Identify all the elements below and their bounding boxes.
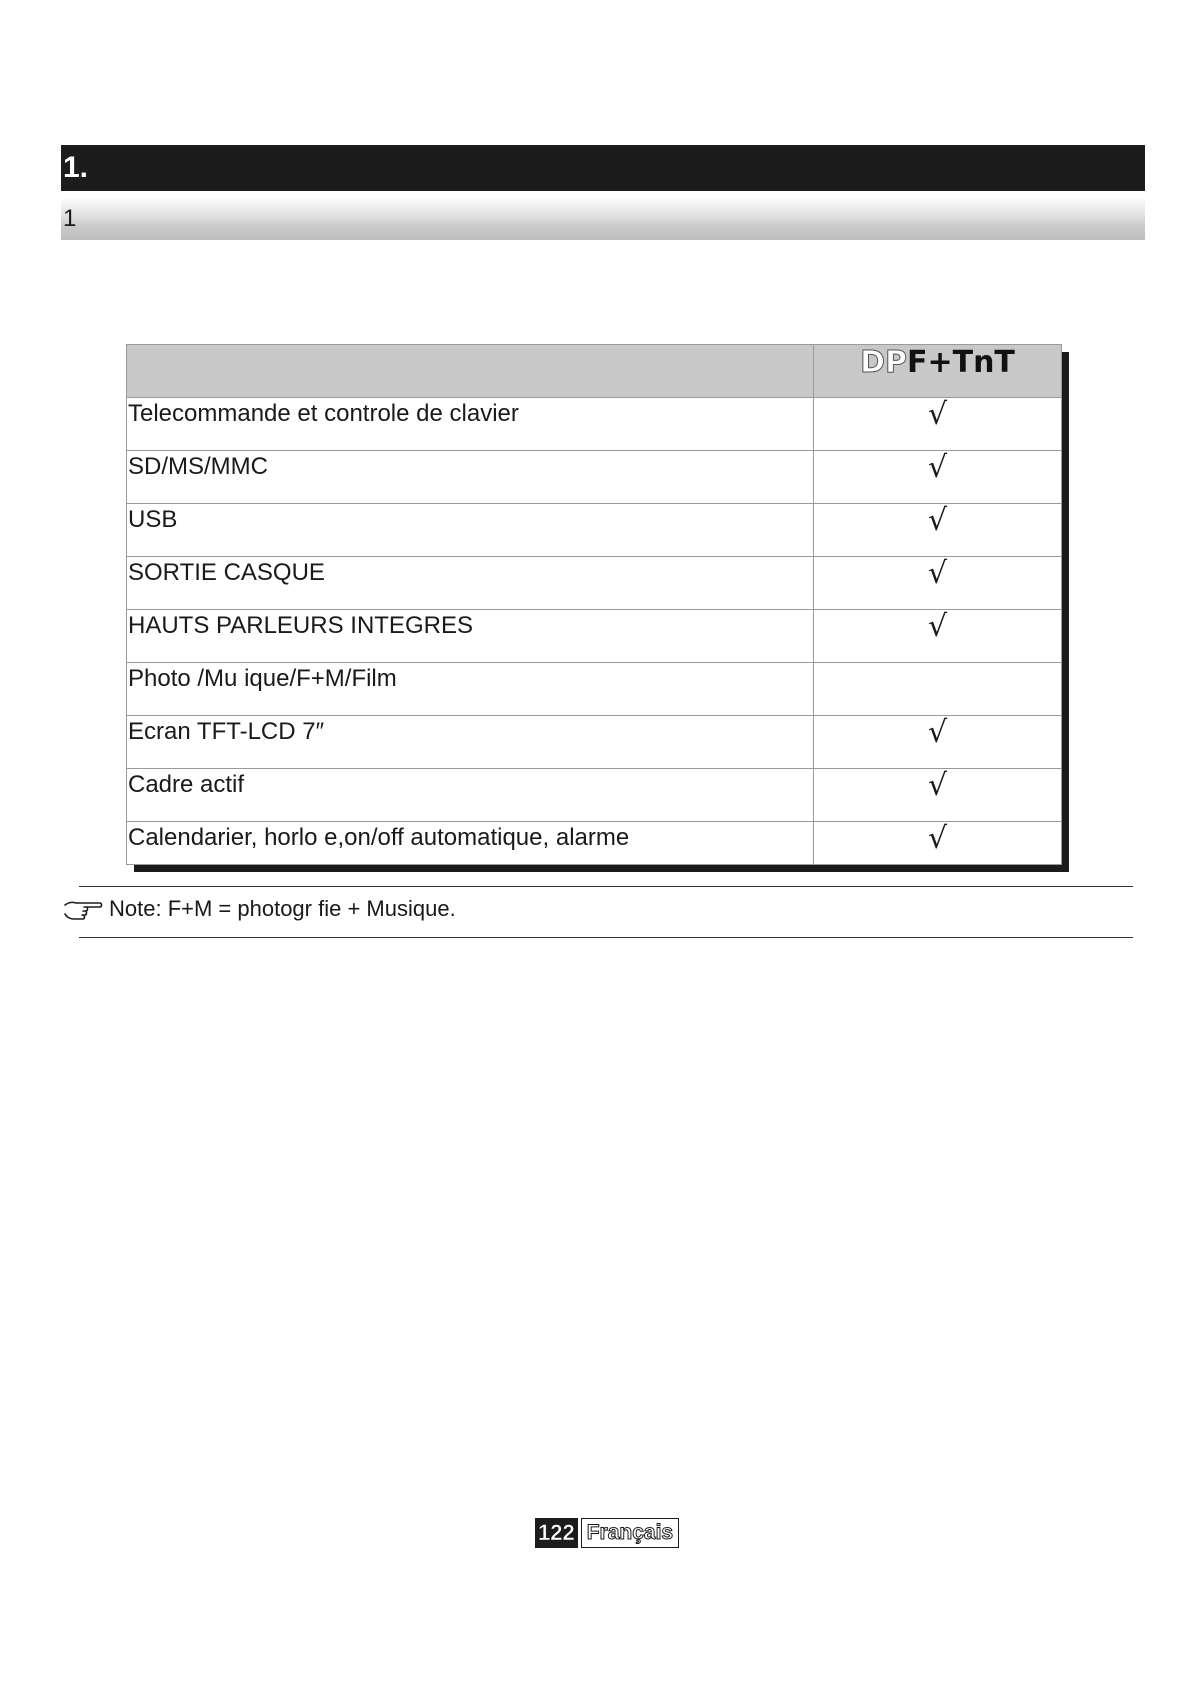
table-row <box>127 451 1062 504</box>
check-mark-icon: √ <box>814 557 1062 610</box>
model-column-header <box>814 345 1062 398</box>
table-row <box>127 822 1062 865</box>
feature-label: Cadre actif <box>127 769 814 822</box>
table-row <box>127 769 1062 822</box>
table-row <box>127 504 1062 557</box>
note <box>63 893 456 925</box>
feature-label: USB <box>127 504 814 557</box>
section-number: 1. <box>63 151 89 184</box>
feature-label: Ecran TFT-LCD 7″ <box>127 716 814 769</box>
model-name-solid: F+TnT <box>906 345 1015 380</box>
features-table-container <box>126 344 1061 864</box>
feature-label: Photo /Mu ique/F+M/Film <box>127 663 814 716</box>
note-text: Note: F+M = photogr fie + Musique. <box>109 896 456 921</box>
table-row <box>127 663 1062 716</box>
feature-label: SORTIE CASQUE <box>127 557 814 610</box>
table-header-row <box>127 345 1062 398</box>
section-heading <box>61 145 1145 191</box>
features-table <box>126 344 1062 865</box>
table-row <box>127 716 1062 769</box>
feature-label: Telecommande et controle de clavier <box>127 398 814 451</box>
feature-label: HAUTS PARLEURS INTEGRES <box>127 610 814 663</box>
note-bottom-rule <box>79 937 1133 938</box>
check-mark-icon: √ <box>814 504 1062 557</box>
subsection-number: 1 <box>63 205 77 232</box>
page-footer <box>535 1518 679 1548</box>
model-name-outline: DP <box>860 345 907 380</box>
page-number: 122 <box>535 1518 578 1548</box>
feature-label: Calendarier, horlo e,on/off automatique, alarme <box>127 822 814 865</box>
check-mark-icon: √ <box>814 716 1062 769</box>
check-mark-icon: √ <box>814 769 1062 822</box>
check-mark-cell <box>814 663 1062 716</box>
subsection-heading <box>61 197 1145 240</box>
note-top-rule <box>79 886 1133 887</box>
table-row <box>127 557 1062 610</box>
check-mark-icon: √ <box>814 451 1062 504</box>
table-row <box>127 610 1062 663</box>
language-label: Français <box>581 1518 679 1548</box>
feature-column-header <box>127 345 814 398</box>
check-mark-icon: √ <box>814 822 1062 865</box>
pointing-hand-icon <box>63 896 103 922</box>
feature-label: SD/MS/MMC <box>127 451 814 504</box>
check-mark-icon: √ <box>814 610 1062 663</box>
table-row <box>127 398 1062 451</box>
check-mark-icon: √ <box>814 398 1062 451</box>
